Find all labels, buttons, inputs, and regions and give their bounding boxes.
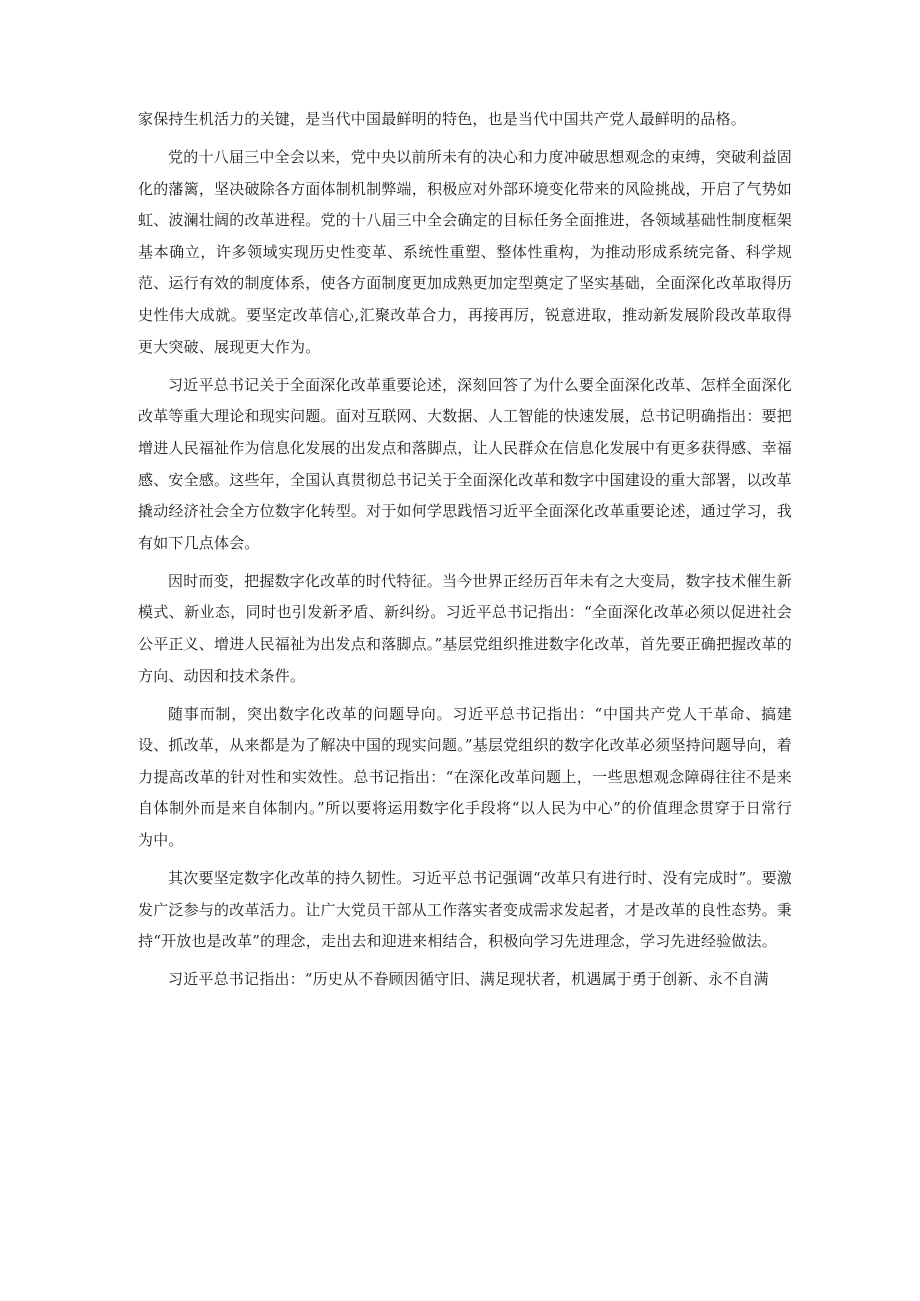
paragraph-continuation: 家保持生机活力的关键，是当代中国最鲜明的特色，也是当代中国共产党人最鲜明的品格。	[138, 110, 747, 128]
paragraph-reform-discourse: 习近平总书记关于全面深化改革重要论述，深刻回答了为什么要全面深化改革、怎样全面深化改革等重大理论和现实问题。面对互联网、大数据、人工智能的快速发展，总书记明确指出：要把增进人民福祉作为信息化发展的出发点和落脚点，让人民群众在信息化发展中有更多获得感、幸福感、安全感。这些年，全国认真贯彻总书记关于全面深化改革和数字中国建设的重大部署，以改革撬动经济社会全方位数字化转型。对于如何学思践悟习近平全面深化改革重要论述，通过学习，我有如下几点体会。	[138, 375, 792, 552]
document-page	[138, 104, 792, 1003]
paragraph-problem-orientation: 随事而制，突出数字化改革的问题导向。习近平总书记指出：“中国共产党人干革命、搞建设、抓改革，从来都是为了解决中国的现实问题。”基层党组织的数字化改革必须坚持问题导向，着力提高改革的针对性和实效性。总书记指出：“在深化改革问题上，一些思想观念障碍往往不是来自体制外而是来自体制内。”所以要将运用数字化手段将“以人民为中心”的价值理念贯穿于日常行为中。	[138, 704, 792, 850]
paragraph-reform-achievements: 党的十八届三中全会以来，党中央以前所未有的决心和力度冲破思想观念的束缚，突破利益固化的藩篱，坚决破除各方面体制机制弊端，积极应对外部环境变化带来的风险挑战，开启了气势如虹、波澜壮阔的改革进程。党的十八届三中全会确定的目标任务全面推进，各领域基础性制度框架基本确立，许多领域实现历史性变革、系统性重塑、整体性重构，为推动形成系统完备、科学规范、运行有效的制度体系，使各方面制度更加成熟更加定型奠定了坚实基础，全面深化改革取得历史性伟大成就。要坚定改革信心,汇聚改革合力，再接再厉，锐意进取，推动新发展阶段改革取得更大突破、展现更大作为。	[138, 148, 792, 356]
paragraph-times-features: 因时而变，把握数字化改革的时代特征。当今世界正经历百年未有之大变局，数字技术催生新模式、新业态，同时也引发新矛盾、新纠纷。习近平总书记指出：“全面深化改革必须以促进社会公平正义、增进人民福祉为出发点和落脚点。”基层党组织推进数字化改革，首先要正确把握改革的方向、动因和技术条件。	[138, 571, 792, 685]
paragraph-history-quote: 习近平总书记指出：“历史从不眷顾因循守旧、满足现状者，机遇属于勇于创新、永不自满	[168, 970, 769, 989]
paragraph-lasting-resilience: 其次要坚定数字化改革的持久韧性。习近平总书记强调“改革只有进行时、没有完成时”。要激发广泛参与的改革活力。让广大党员干部从工作落实者变成需求发起者，才是改革的良性态势。秉持“开放也是改革”的理念，走出去和迎进来相结合，积极向学习先进理念，学习先进经验做法。	[138, 869, 792, 951]
